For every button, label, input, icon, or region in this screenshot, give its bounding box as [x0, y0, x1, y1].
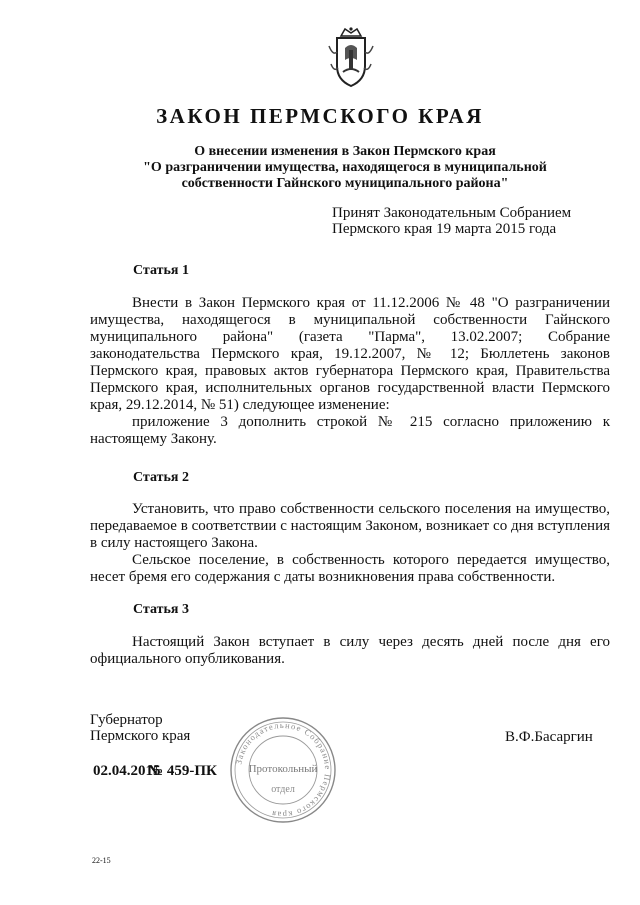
- svg-text:Протокольный: Протокольный: [248, 763, 318, 775]
- subtitle-line: собственности Гайнского муниципального района": [181, 176, 509, 191]
- svg-text:отдел: отдел: [271, 784, 295, 795]
- position-line: Пермского края: [90, 728, 191, 744]
- position-line: Губернатор: [90, 712, 163, 728]
- article-heading: Статья 2: [133, 470, 189, 485]
- subtitle-line: "О разграничении имущества, находящегося в муниципальной: [143, 160, 547, 175]
- law-number: № 459-ПК: [148, 763, 217, 779]
- law-title: ЗАКОН ПЕРМСКОГО КРАЯ: [156, 104, 484, 128]
- article-body: [90, 501, 610, 586]
- article-paragraph: Настоящий Закон вступает в силу через десять дней после дня его официального опубликования.: [90, 634, 610, 667]
- article-paragraph: Сельское поселение, в собственность которого передается имущество, несет бремя его содержания с даты возникновения права собственности.: [90, 552, 610, 585]
- subtitle-line: О внесении изменения в Закон Пермского края: [194, 144, 496, 159]
- signatory-name: В.Ф.Басаргин: [505, 729, 593, 745]
- adoption-line: Принят Законодательным Собранием: [332, 205, 572, 221]
- article-heading: Статья 3: [133, 602, 189, 617]
- official-stamp: [229, 716, 337, 824]
- svg-text:Законодательное Собрание Пермс: Законодательное Собрание Пермского края: [233, 719, 334, 821]
- law-date: 02.04.2015: [93, 763, 161, 779]
- adoption-note: [332, 205, 571, 237]
- document-code: 22-15: [92, 856, 111, 865]
- article-body: [90, 634, 610, 668]
- coat-of-arms-emblem: [327, 26, 375, 88]
- law-subtitle: [110, 144, 580, 192]
- signatory-position: [90, 712, 190, 744]
- article-paragraph: Установить, что право собственности сельского поселения на имущество, передаваемое в соответствии с настоящим Законом, возникает со дня вступления в силу настоящего Закона.: [90, 501, 610, 551]
- article-body: [90, 295, 610, 448]
- article-paragraph: Внести в Закон Пермского края от 11.12.2006 № 48 "О разграничении имущества, находящегося в муниципальной собственности Гайнского муниципального района" (газета "Парма", 13.02.2007; Собрание законодательства Пермского края, 19.12.2007, № 12; Бюллетень законов Пермского края, правовых актов губернатора Пермского края, Правительства Пермского края, исполнительных органов государственной власти Пермского края, 29.12.2014, № 51) следующее изменение:: [90, 295, 610, 413]
- article-paragraph: приложение 3 дополнить строкой № 215 согласно приложению к настоящему Закону.: [90, 414, 610, 447]
- article-heading: Статья 1: [133, 263, 189, 278]
- adoption-line: Пермского края 19 марта 2015 года: [332, 221, 557, 237]
